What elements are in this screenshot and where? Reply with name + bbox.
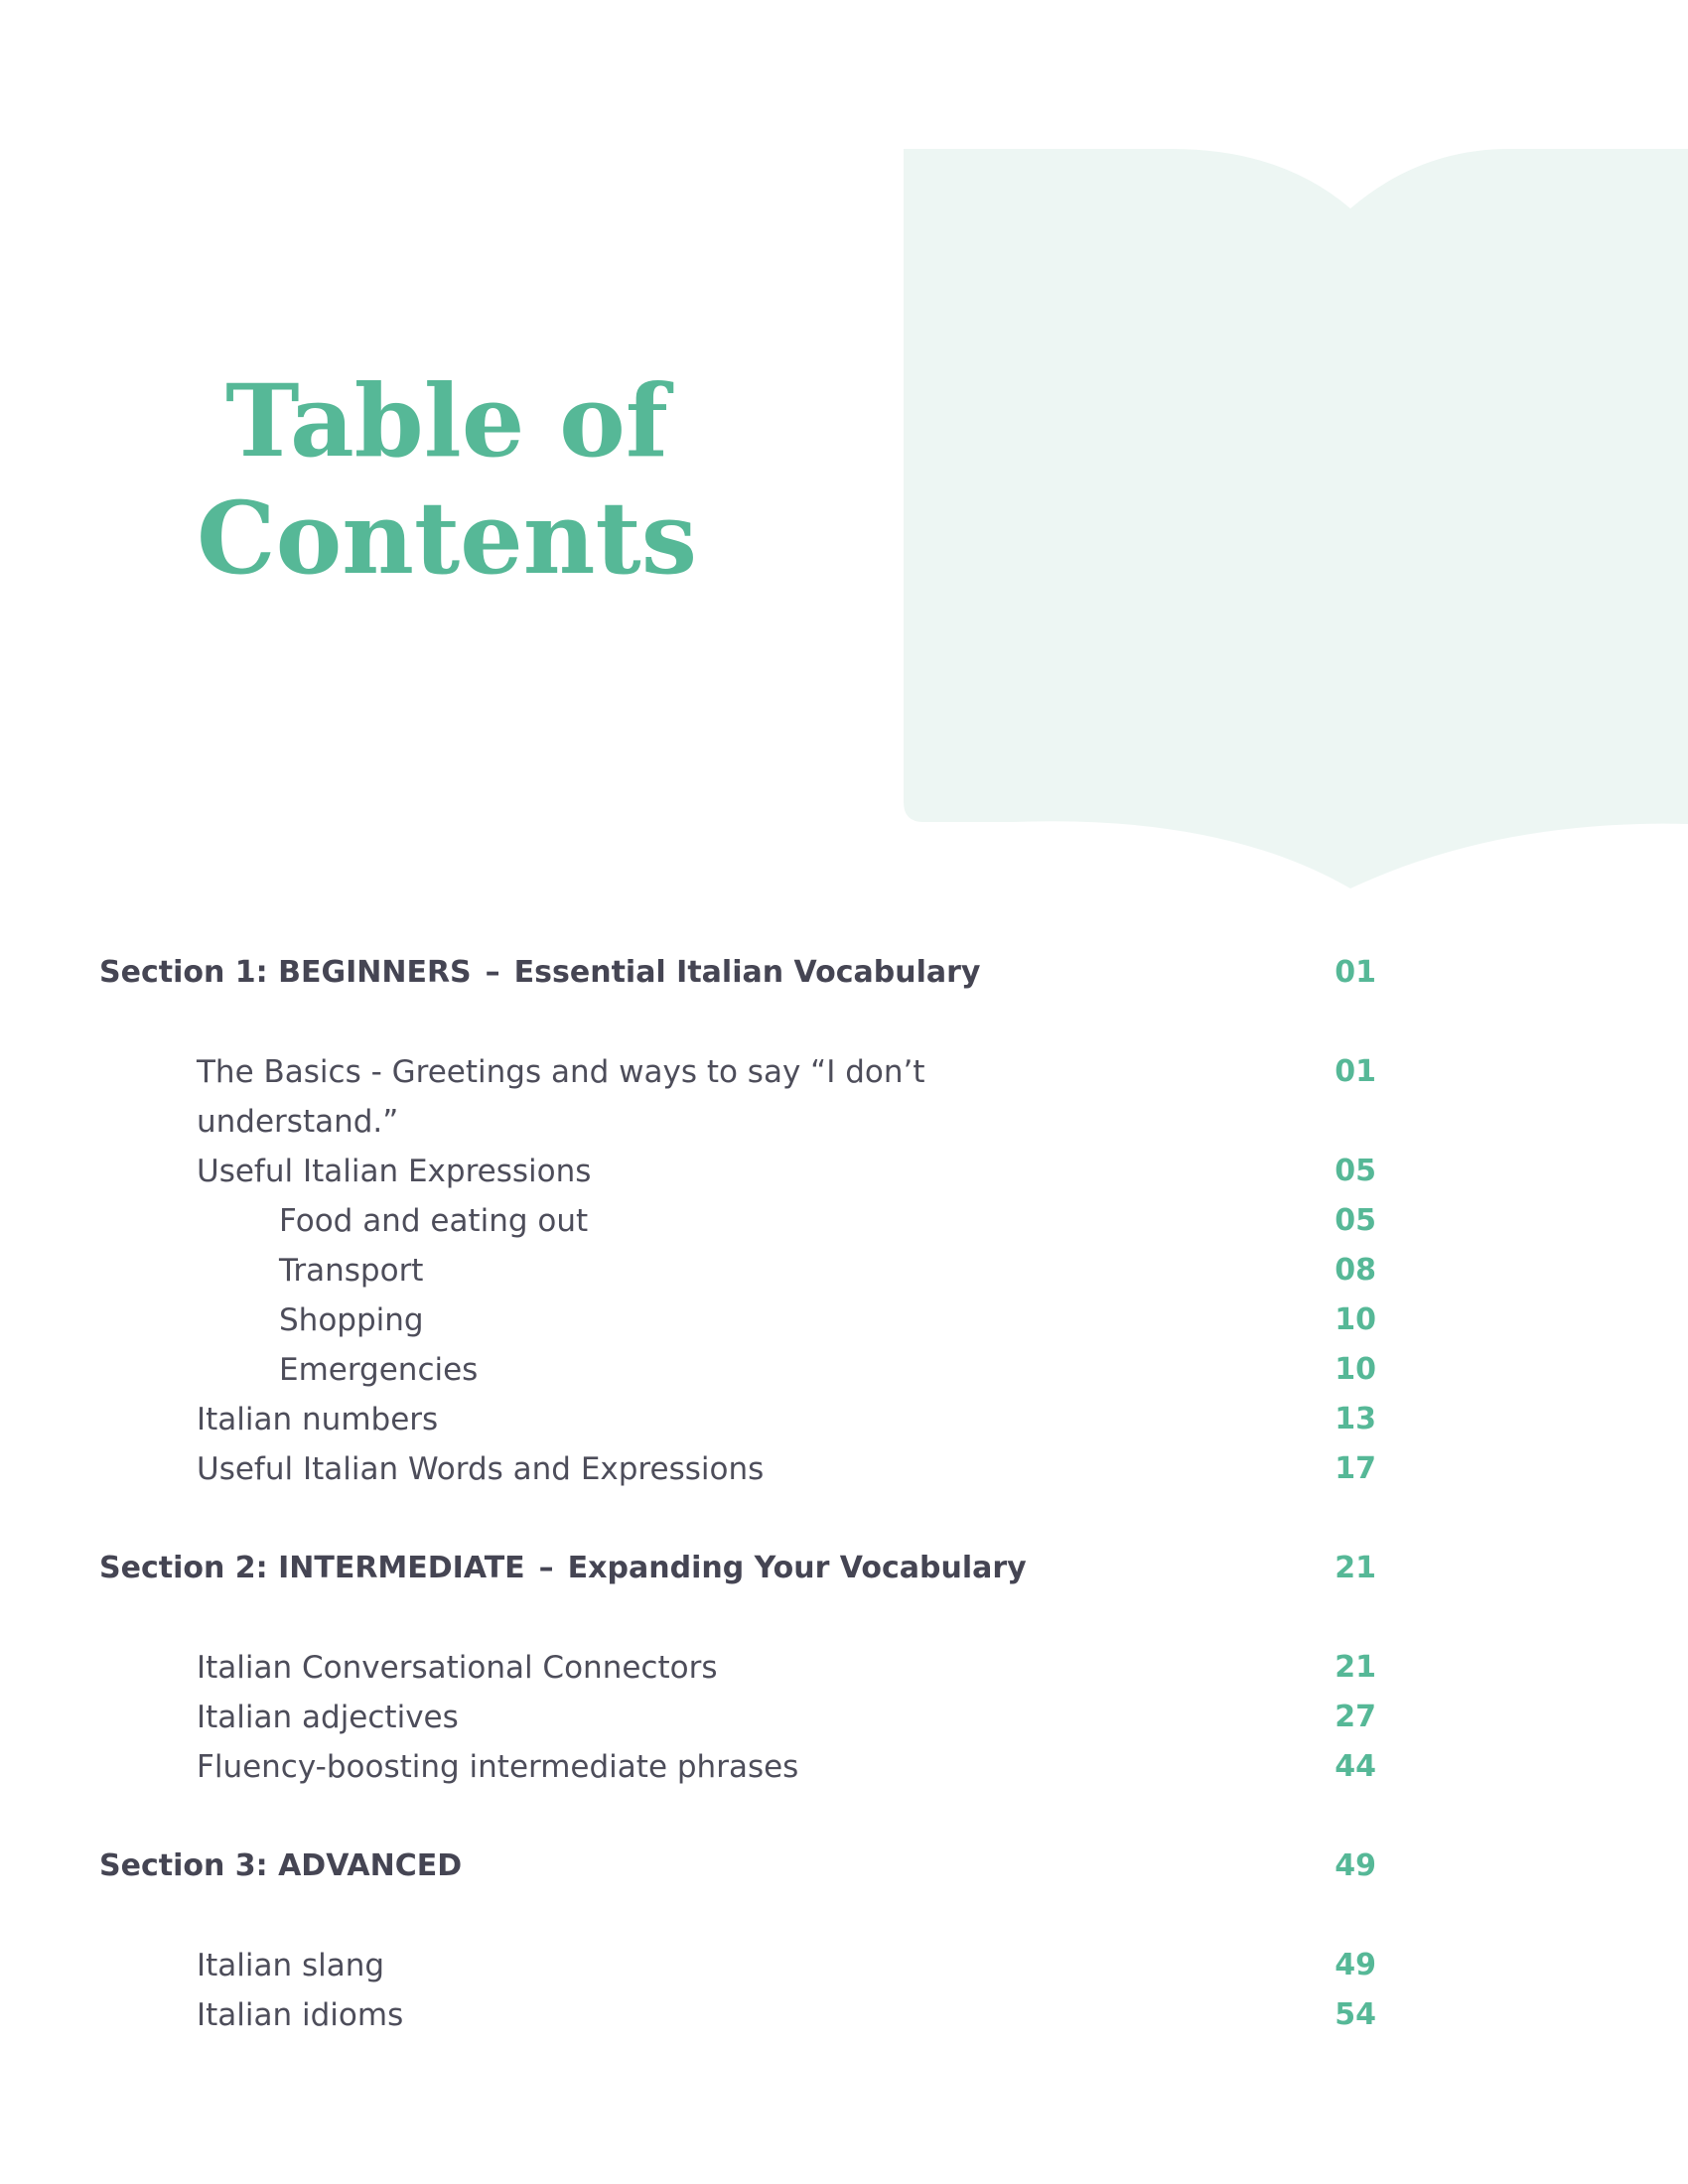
entry-text: Useful Italian Words and Expressions	[197, 1451, 765, 1487]
page-number: 21	[1335, 1650, 1376, 1685]
section-label: Section 3: ADVANCED	[99, 1848, 463, 1883]
section-label: Section 2: INTERMEDIATE	[99, 1551, 525, 1585]
page-number: 01	[1335, 1054, 1376, 1089]
section-label: Section 1: BEGINNERS	[99, 955, 472, 990]
entry-text: Transport	[279, 1253, 424, 1289]
entry-text: Italian adjectives	[197, 1700, 459, 1735]
section-separator: –	[485, 955, 500, 990]
page-number: 21	[1335, 1551, 1376, 1585]
page-number: 17	[1335, 1451, 1376, 1486]
entry-text: Italian slang	[197, 1948, 385, 1983]
page-number: 44	[1335, 1749, 1376, 1784]
entry-text: Food and eating out	[279, 1203, 589, 1239]
page-number: 10	[1335, 1302, 1376, 1337]
entry-text: The Basics - Greetings and ways to say “I don’t understand.”	[197, 1054, 925, 1140]
section-separator: –	[538, 1551, 554, 1585]
section-subtitle: Essential Italian Vocabulary	[513, 955, 981, 990]
entry-text: Shopping	[279, 1302, 424, 1338]
page-number: 05	[1335, 1203, 1376, 1238]
page-number: 08	[1335, 1253, 1376, 1288]
section-subtitle: Expanding Your Vocabulary	[567, 1551, 1027, 1585]
page-number: 13	[1335, 1402, 1376, 1436]
entry-text: Emergencies	[279, 1352, 479, 1388]
title-line-1: Table of	[225, 362, 668, 479]
page-number: 01	[1335, 955, 1376, 990]
entry-text: Italian idioms	[197, 1997, 404, 2033]
entry-text: Useful Italian Expressions	[197, 1154, 592, 1189]
page-number: 49	[1335, 1948, 1376, 1982]
page-number: 05	[1335, 1154, 1376, 1188]
page-number: 27	[1335, 1700, 1376, 1734]
title-line-2: Contents	[196, 479, 697, 597]
entry-text: Italian Conversational Connectors	[197, 1650, 718, 1686]
page-number: 54	[1335, 1997, 1376, 2032]
entry-text: Fluency-boosting intermediate phrases	[197, 1749, 799, 1785]
page-number: 49	[1335, 1848, 1376, 1883]
entry-text: Italian numbers	[197, 1402, 439, 1437]
page-number: 10	[1335, 1352, 1376, 1387]
